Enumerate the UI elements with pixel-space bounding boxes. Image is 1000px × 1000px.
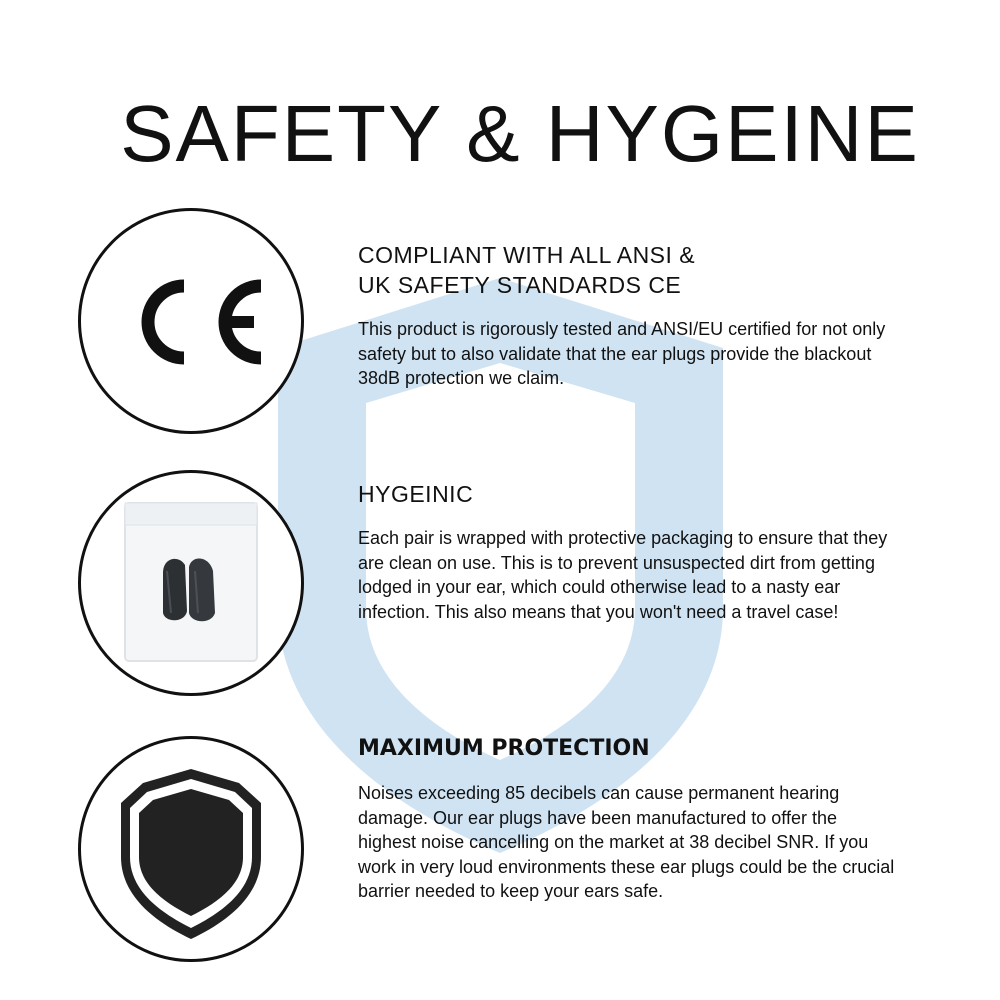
shield-icon xyxy=(81,739,301,959)
section-hygiene xyxy=(358,479,898,624)
section-body: Noises exceeding 85 decibels can cause permanent hearing damage. Our ear plugs have been manufactured to offer the highest noise cancelling on the market at 38 decibel SNR. If you work in very loud environments these ear plugs could be the crucial barrier needed to keep your ears safe. xyxy=(358,783,895,901)
section-heading: HYGEINIC xyxy=(358,481,474,507)
page-title: SAFETY & HYGEINE xyxy=(120,88,920,178)
protection-shield-badge xyxy=(78,736,304,962)
heading-line: UK SAFETY STANDARDS CE xyxy=(358,272,682,298)
ce-mark-icon xyxy=(81,211,301,431)
ce-mark-badge xyxy=(78,208,304,434)
heading-line: COMPLIANT WITH ALL ANSI & xyxy=(358,242,696,268)
section-body: This product is rigorously tested and ANSI/EU certified for not only safety but to also validate that the ear plugs provide the blackout 38dB protection we claim. xyxy=(358,319,886,388)
earplugs-packet-icon xyxy=(81,473,301,693)
section-heading: MAXIMUM PROTECTION xyxy=(358,736,650,761)
section-protection xyxy=(358,734,898,904)
section-compliance xyxy=(358,240,898,391)
earplugs-packet-badge xyxy=(78,470,304,696)
section-body: Each pair is wrapped with protective packaging to ensure that they are clean on use. This is to prevent unsuspected dirt from getting lodged in your ear, which could otherwise lead to a nasty ear infection. This also means that you won't need a travel case! xyxy=(358,528,888,622)
section-heading xyxy=(358,240,898,300)
